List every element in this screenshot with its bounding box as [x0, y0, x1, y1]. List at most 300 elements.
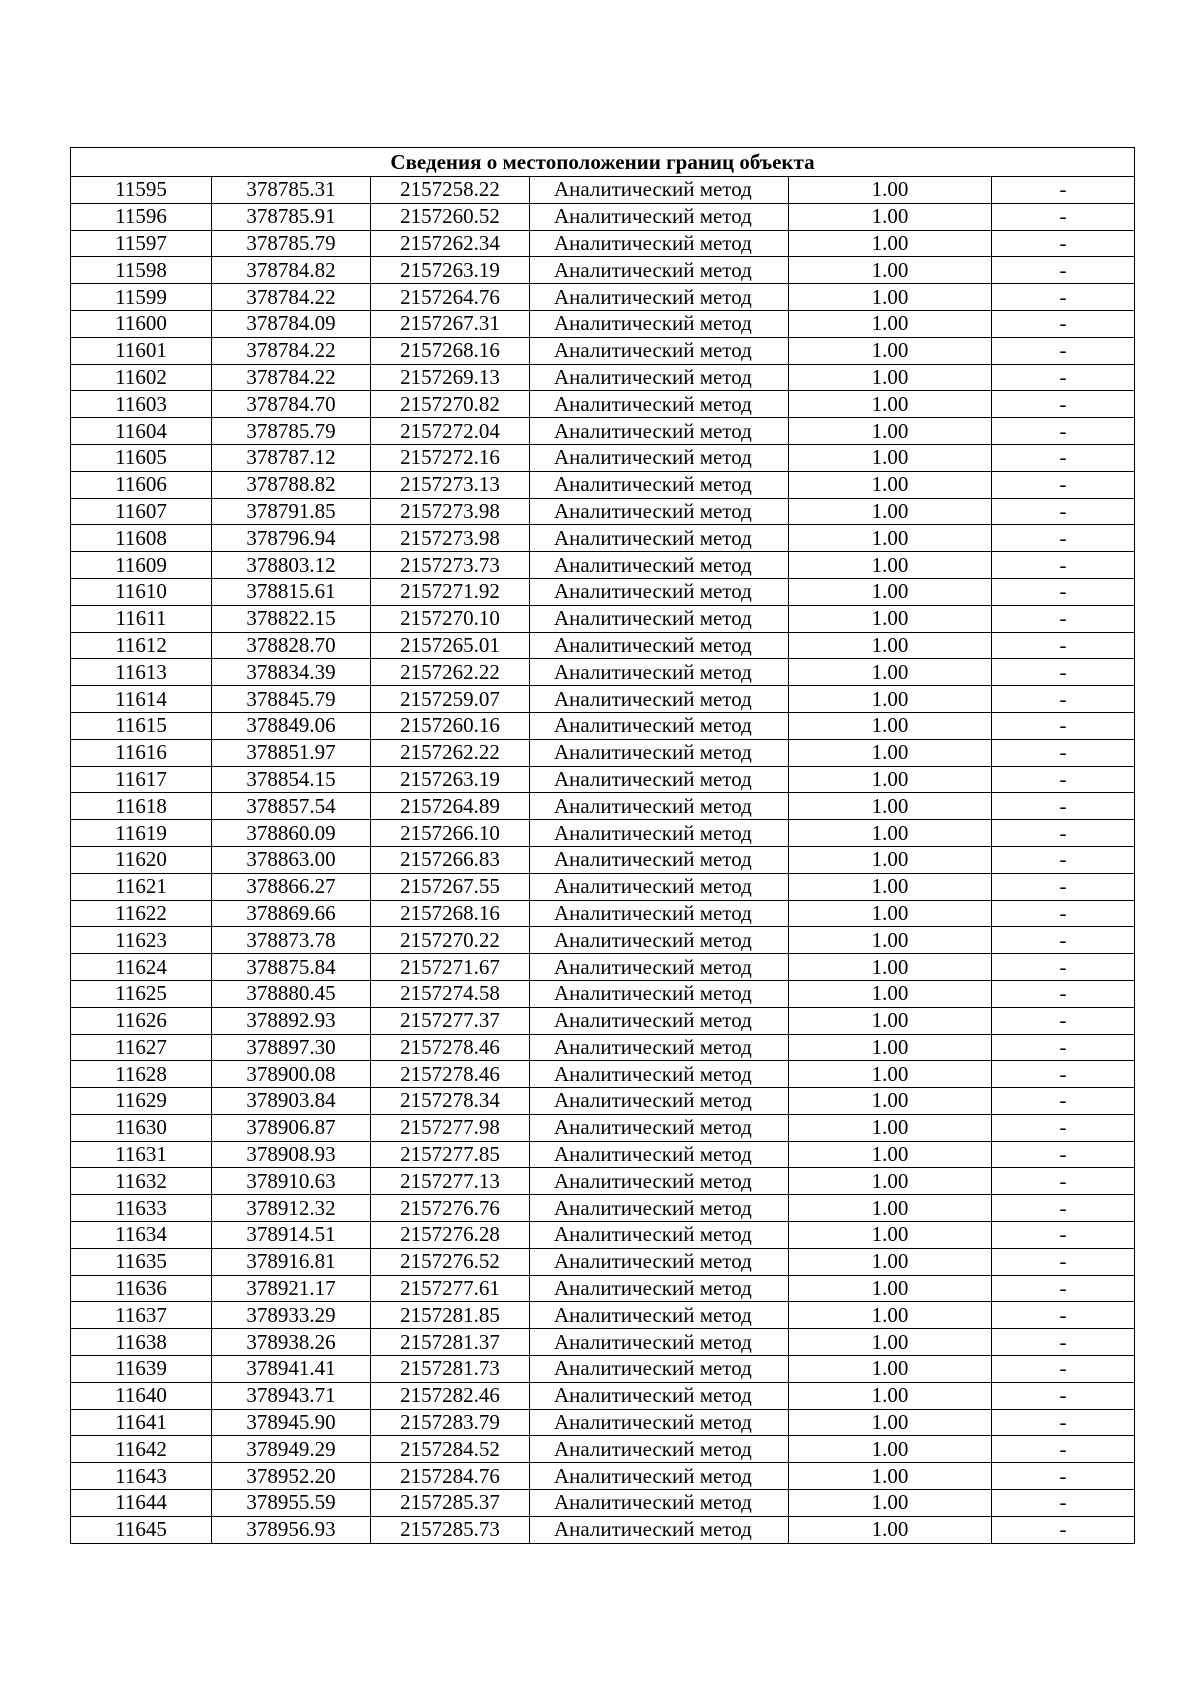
- point-number-cell: 11640: [71, 1382, 212, 1409]
- table-row: [71, 203, 1135, 230]
- description-cell: -: [992, 739, 1135, 766]
- table-row: [71, 927, 1135, 954]
- method-cell: Аналитический метод: [530, 1168, 789, 1195]
- accuracy-cell: 1.00: [789, 1490, 992, 1517]
- description-cell: -: [992, 900, 1135, 927]
- x-coordinate-cell: 378906.87: [212, 1114, 371, 1141]
- description-cell: -: [992, 177, 1135, 204]
- x-coordinate-cell: 378869.66: [212, 900, 371, 927]
- y-coordinate-cell: 2157262.34: [371, 230, 530, 257]
- y-coordinate-cell: 2157263.19: [371, 257, 530, 284]
- y-coordinate-cell: 2157271.92: [371, 578, 530, 605]
- method-cell: Аналитический метод: [530, 632, 789, 659]
- table-row: [71, 1141, 1135, 1168]
- x-coordinate-cell: 378828.70: [212, 632, 371, 659]
- description-cell: -: [992, 552, 1135, 579]
- accuracy-cell: 1.00: [789, 1168, 992, 1195]
- description-cell: -: [992, 1088, 1135, 1115]
- y-coordinate-cell: 2157259.07: [371, 686, 530, 713]
- method-cell: Аналитический метод: [530, 1275, 789, 1302]
- method-cell: Аналитический метод: [530, 927, 789, 954]
- description-cell: -: [992, 1248, 1135, 1275]
- description-cell: -: [992, 980, 1135, 1007]
- accuracy-cell: 1.00: [789, 1409, 992, 1436]
- y-coordinate-cell: 2157268.16: [371, 337, 530, 364]
- y-coordinate-cell: 2157264.89: [371, 793, 530, 820]
- accuracy-cell: 1.00: [789, 1302, 992, 1329]
- y-coordinate-cell: 2157269.13: [371, 364, 530, 391]
- table-row: [71, 1061, 1135, 1088]
- accuracy-cell: 1.00: [789, 1007, 992, 1034]
- method-cell: Аналитический метод: [530, 525, 789, 552]
- table-row: [71, 364, 1135, 391]
- y-coordinate-cell: 2157270.22: [371, 927, 530, 954]
- table-row: [71, 1329, 1135, 1356]
- accuracy-cell: 1.00: [789, 900, 992, 927]
- x-coordinate-cell: 378788.82: [212, 471, 371, 498]
- point-number-cell: 11641: [71, 1409, 212, 1436]
- x-coordinate-cell: 378784.82: [212, 257, 371, 284]
- method-cell: Аналитический метод: [530, 498, 789, 525]
- accuracy-cell: 1.00: [789, 659, 992, 686]
- method-cell: Аналитический метод: [530, 873, 789, 900]
- table-row: [71, 1248, 1135, 1275]
- x-coordinate-cell: 378908.93: [212, 1141, 371, 1168]
- x-coordinate-cell: 378956.93: [212, 1516, 371, 1543]
- table-row: [71, 1114, 1135, 1141]
- method-cell: Аналитический метод: [530, 1409, 789, 1436]
- method-cell: Аналитический метод: [530, 1141, 789, 1168]
- accuracy-cell: 1.00: [789, 632, 992, 659]
- point-number-cell: 11626: [71, 1007, 212, 1034]
- point-number-cell: 11608: [71, 525, 212, 552]
- table-row: [71, 337, 1135, 364]
- description-cell: -: [992, 1302, 1135, 1329]
- method-cell: Аналитический метод: [530, 1114, 789, 1141]
- y-coordinate-cell: 2157281.85: [371, 1302, 530, 1329]
- point-number-cell: 11618: [71, 793, 212, 820]
- accuracy-cell: 1.00: [789, 954, 992, 981]
- point-number-cell: 11624: [71, 954, 212, 981]
- point-number-cell: 11609: [71, 552, 212, 579]
- accuracy-cell: 1.00: [789, 498, 992, 525]
- method-cell: Аналитический метод: [530, 1195, 789, 1222]
- y-coordinate-cell: 2157272.16: [371, 444, 530, 471]
- accuracy-cell: 1.00: [789, 418, 992, 445]
- table-row: [71, 1356, 1135, 1383]
- accuracy-cell: 1.00: [789, 177, 992, 204]
- table-row: [71, 1034, 1135, 1061]
- accuracy-cell: 1.00: [789, 1114, 992, 1141]
- table-row: [71, 257, 1135, 284]
- x-coordinate-cell: 378866.27: [212, 873, 371, 900]
- y-coordinate-cell: 2157266.83: [371, 846, 530, 873]
- method-cell: Аналитический метод: [530, 766, 789, 793]
- y-coordinate-cell: 2157270.82: [371, 391, 530, 418]
- method-cell: Аналитический метод: [530, 1007, 789, 1034]
- table-row: [71, 310, 1135, 337]
- description-cell: -: [992, 954, 1135, 981]
- method-cell: Аналитический метод: [530, 337, 789, 364]
- description-cell: -: [992, 1168, 1135, 1195]
- description-cell: -: [992, 203, 1135, 230]
- point-number-cell: 11619: [71, 820, 212, 847]
- y-coordinate-cell: 2157278.46: [371, 1034, 530, 1061]
- method-cell: Аналитический метод: [530, 659, 789, 686]
- method-cell: Аналитический метод: [530, 900, 789, 927]
- x-coordinate-cell: 378949.29: [212, 1436, 371, 1463]
- accuracy-cell: 1.00: [789, 846, 992, 873]
- y-coordinate-cell: 2157268.16: [371, 900, 530, 927]
- method-cell: Аналитический метод: [530, 954, 789, 981]
- method-cell: Аналитический метод: [530, 391, 789, 418]
- x-coordinate-cell: 378784.70: [212, 391, 371, 418]
- x-coordinate-cell: 378787.12: [212, 444, 371, 471]
- description-cell: -: [992, 1409, 1135, 1436]
- description-cell: -: [992, 793, 1135, 820]
- method-cell: Аналитический метод: [530, 1463, 789, 1490]
- accuracy-cell: 1.00: [789, 1516, 992, 1543]
- x-coordinate-cell: 378916.81: [212, 1248, 371, 1275]
- y-coordinate-cell: 2157276.76: [371, 1195, 530, 1222]
- table-row: [71, 284, 1135, 311]
- table-row: [71, 418, 1135, 445]
- y-coordinate-cell: 2157273.73: [371, 552, 530, 579]
- point-number-cell: 11637: [71, 1302, 212, 1329]
- table-row: [71, 1516, 1135, 1543]
- method-cell: Аналитический метод: [530, 1329, 789, 1356]
- point-number-cell: 11639: [71, 1356, 212, 1383]
- table-row: [71, 793, 1135, 820]
- description-cell: -: [992, 1516, 1135, 1543]
- description-cell: -: [992, 1061, 1135, 1088]
- description-cell: -: [992, 1195, 1135, 1222]
- point-number-cell: 11606: [71, 471, 212, 498]
- description-cell: -: [992, 257, 1135, 284]
- y-coordinate-cell: 2157273.98: [371, 498, 530, 525]
- x-coordinate-cell: 378784.22: [212, 337, 371, 364]
- y-coordinate-cell: 2157262.22: [371, 739, 530, 766]
- table-row: [71, 873, 1135, 900]
- accuracy-cell: 1.00: [789, 739, 992, 766]
- x-coordinate-cell: 378834.39: [212, 659, 371, 686]
- table-row: [71, 1168, 1135, 1195]
- x-coordinate-cell: 378784.09: [212, 310, 371, 337]
- accuracy-cell: 1.00: [789, 1356, 992, 1383]
- y-coordinate-cell: 2157282.46: [371, 1382, 530, 1409]
- point-number-cell: 11600: [71, 310, 212, 337]
- table-row: [71, 525, 1135, 552]
- method-cell: Аналитический метод: [530, 257, 789, 284]
- description-cell: -: [992, 1275, 1135, 1302]
- accuracy-cell: 1.00: [789, 578, 992, 605]
- point-number-cell: 11611: [71, 605, 212, 632]
- method-cell: Аналитический метод: [530, 418, 789, 445]
- x-coordinate-cell: 378903.84: [212, 1088, 371, 1115]
- y-coordinate-cell: 2157285.73: [371, 1516, 530, 1543]
- description-cell: -: [992, 498, 1135, 525]
- method-cell: Аналитический метод: [530, 203, 789, 230]
- table-row: [71, 659, 1135, 686]
- y-coordinate-cell: 2157277.37: [371, 1007, 530, 1034]
- table-body: [71, 177, 1135, 1544]
- x-coordinate-cell: 378863.00: [212, 846, 371, 873]
- y-coordinate-cell: 2157270.10: [371, 605, 530, 632]
- method-cell: Аналитический метод: [530, 471, 789, 498]
- point-number-cell: 11615: [71, 712, 212, 739]
- point-number-cell: 11614: [71, 686, 212, 713]
- y-coordinate-cell: 2157267.55: [371, 873, 530, 900]
- accuracy-cell: 1.00: [789, 284, 992, 311]
- y-coordinate-cell: 2157266.10: [371, 820, 530, 847]
- method-cell: Аналитический метод: [530, 1034, 789, 1061]
- method-cell: Аналитический метод: [530, 1436, 789, 1463]
- y-coordinate-cell: 2157274.58: [371, 980, 530, 1007]
- accuracy-cell: 1.00: [789, 980, 992, 1007]
- table-row: [71, 820, 1135, 847]
- accuracy-cell: 1.00: [789, 391, 992, 418]
- x-coordinate-cell: 378785.31: [212, 177, 371, 204]
- table-row: [71, 954, 1135, 981]
- point-number-cell: 11645: [71, 1516, 212, 1543]
- y-coordinate-cell: 2157264.76: [371, 284, 530, 311]
- method-cell: Аналитический метод: [530, 1490, 789, 1517]
- y-coordinate-cell: 2157277.61: [371, 1275, 530, 1302]
- description-cell: -: [992, 1356, 1135, 1383]
- x-coordinate-cell: 378822.15: [212, 605, 371, 632]
- method-cell: Аналитический метод: [530, 686, 789, 713]
- description-cell: -: [992, 820, 1135, 847]
- point-number-cell: 11629: [71, 1088, 212, 1115]
- x-coordinate-cell: 378873.78: [212, 927, 371, 954]
- point-number-cell: 11642: [71, 1436, 212, 1463]
- accuracy-cell: 1.00: [789, 337, 992, 364]
- table-title-row: [71, 148, 1135, 177]
- description-cell: -: [992, 1007, 1135, 1034]
- accuracy-cell: 1.00: [789, 203, 992, 230]
- method-cell: Аналитический метод: [530, 846, 789, 873]
- point-number-cell: 11622: [71, 900, 212, 927]
- method-cell: Аналитический метод: [530, 578, 789, 605]
- method-cell: Аналитический метод: [530, 552, 789, 579]
- accuracy-cell: 1.00: [789, 1436, 992, 1463]
- boundary-table: [70, 147, 1135, 1544]
- point-number-cell: 11598: [71, 257, 212, 284]
- method-cell: Аналитический метод: [530, 605, 789, 632]
- table-row: [71, 846, 1135, 873]
- description-cell: -: [992, 1382, 1135, 1409]
- y-coordinate-cell: 2157284.76: [371, 1463, 530, 1490]
- table-row: [71, 1275, 1135, 1302]
- point-number-cell: 11604: [71, 418, 212, 445]
- table-row: [71, 471, 1135, 498]
- x-coordinate-cell: 378845.79: [212, 686, 371, 713]
- table-row: [71, 230, 1135, 257]
- method-cell: Аналитический метод: [530, 1222, 789, 1249]
- accuracy-cell: 1.00: [789, 686, 992, 713]
- description-cell: -: [992, 1463, 1135, 1490]
- table-row: [71, 1490, 1135, 1517]
- point-number-cell: 11621: [71, 873, 212, 900]
- description-cell: -: [992, 418, 1135, 445]
- accuracy-cell: 1.00: [789, 310, 992, 337]
- x-coordinate-cell: 378815.61: [212, 578, 371, 605]
- description-cell: -: [992, 873, 1135, 900]
- accuracy-cell: 1.00: [789, 873, 992, 900]
- x-coordinate-cell: 378851.97: [212, 739, 371, 766]
- method-cell: Аналитический метод: [530, 310, 789, 337]
- method-cell: Аналитический метод: [530, 739, 789, 766]
- accuracy-cell: 1.00: [789, 766, 992, 793]
- accuracy-cell: 1.00: [789, 793, 992, 820]
- description-cell: -: [992, 525, 1135, 552]
- accuracy-cell: 1.00: [789, 525, 992, 552]
- x-coordinate-cell: 378784.22: [212, 284, 371, 311]
- accuracy-cell: 1.00: [789, 1275, 992, 1302]
- description-cell: -: [992, 310, 1135, 337]
- point-number-cell: 11630: [71, 1114, 212, 1141]
- point-number-cell: 11633: [71, 1195, 212, 1222]
- accuracy-cell: 1.00: [789, 1195, 992, 1222]
- point-number-cell: 11623: [71, 927, 212, 954]
- accuracy-cell: 1.00: [789, 230, 992, 257]
- table-row: [71, 1302, 1135, 1329]
- x-coordinate-cell: 378803.12: [212, 552, 371, 579]
- y-coordinate-cell: 2157278.34: [371, 1088, 530, 1115]
- y-coordinate-cell: 2157271.67: [371, 954, 530, 981]
- x-coordinate-cell: 378875.84: [212, 954, 371, 981]
- y-coordinate-cell: 2157285.37: [371, 1490, 530, 1517]
- point-number-cell: 11631: [71, 1141, 212, 1168]
- description-cell: -: [992, 391, 1135, 418]
- x-coordinate-cell: 378857.54: [212, 793, 371, 820]
- point-number-cell: 11620: [71, 846, 212, 873]
- y-coordinate-cell: 2157277.98: [371, 1114, 530, 1141]
- y-coordinate-cell: 2157277.85: [371, 1141, 530, 1168]
- description-cell: -: [992, 1114, 1135, 1141]
- table-row: [71, 578, 1135, 605]
- point-number-cell: 11628: [71, 1061, 212, 1088]
- table-row: [71, 712, 1135, 739]
- accuracy-cell: 1.00: [789, 1248, 992, 1275]
- y-coordinate-cell: 2157260.16: [371, 712, 530, 739]
- x-coordinate-cell: 378785.79: [212, 418, 371, 445]
- table-row: [71, 739, 1135, 766]
- x-coordinate-cell: 378785.79: [212, 230, 371, 257]
- x-coordinate-cell: 378897.30: [212, 1034, 371, 1061]
- accuracy-cell: 1.00: [789, 1463, 992, 1490]
- table-row: [71, 766, 1135, 793]
- accuracy-cell: 1.00: [789, 1329, 992, 1356]
- point-number-cell: 11605: [71, 444, 212, 471]
- description-cell: -: [992, 686, 1135, 713]
- table-row: [71, 980, 1135, 1007]
- description-cell: -: [992, 927, 1135, 954]
- method-cell: Аналитический метод: [530, 1516, 789, 1543]
- description-cell: -: [992, 846, 1135, 873]
- y-coordinate-cell: 2157277.13: [371, 1168, 530, 1195]
- method-cell: Аналитический метод: [530, 284, 789, 311]
- x-coordinate-cell: 378912.32: [212, 1195, 371, 1222]
- x-coordinate-cell: 378784.22: [212, 364, 371, 391]
- accuracy-cell: 1.00: [789, 444, 992, 471]
- method-cell: Аналитический метод: [530, 1061, 789, 1088]
- accuracy-cell: 1.00: [789, 471, 992, 498]
- accuracy-cell: 1.00: [789, 1088, 992, 1115]
- x-coordinate-cell: 378892.93: [212, 1007, 371, 1034]
- y-coordinate-cell: 2157267.31: [371, 310, 530, 337]
- point-number-cell: 11596: [71, 203, 212, 230]
- y-coordinate-cell: 2157284.52: [371, 1436, 530, 1463]
- point-number-cell: 11613: [71, 659, 212, 686]
- method-cell: Аналитический метод: [530, 1302, 789, 1329]
- method-cell: Аналитический метод: [530, 364, 789, 391]
- point-number-cell: 11599: [71, 284, 212, 311]
- point-number-cell: 11636: [71, 1275, 212, 1302]
- accuracy-cell: 1.00: [789, 1382, 992, 1409]
- accuracy-cell: 1.00: [789, 927, 992, 954]
- x-coordinate-cell: 378796.94: [212, 525, 371, 552]
- description-cell: -: [992, 364, 1135, 391]
- x-coordinate-cell: 378860.09: [212, 820, 371, 847]
- accuracy-cell: 1.00: [789, 1061, 992, 1088]
- method-cell: Аналитический метод: [530, 980, 789, 1007]
- method-cell: Аналитический метод: [530, 793, 789, 820]
- description-cell: -: [992, 578, 1135, 605]
- method-cell: Аналитический метод: [530, 1088, 789, 1115]
- description-cell: -: [992, 284, 1135, 311]
- table-row: [71, 498, 1135, 525]
- table-row: [71, 900, 1135, 927]
- x-coordinate-cell: 378785.91: [212, 203, 371, 230]
- point-number-cell: 11644: [71, 1490, 212, 1517]
- point-number-cell: 11601: [71, 337, 212, 364]
- x-coordinate-cell: 378914.51: [212, 1222, 371, 1249]
- table-row: [71, 1463, 1135, 1490]
- description-cell: -: [992, 1436, 1135, 1463]
- method-cell: Аналитический метод: [530, 1356, 789, 1383]
- accuracy-cell: 1.00: [789, 820, 992, 847]
- point-number-cell: 11635: [71, 1248, 212, 1275]
- table-row: [71, 632, 1135, 659]
- point-number-cell: 11638: [71, 1329, 212, 1356]
- y-coordinate-cell: 2157265.01: [371, 632, 530, 659]
- y-coordinate-cell: 2157263.19: [371, 766, 530, 793]
- description-cell: -: [992, 444, 1135, 471]
- y-coordinate-cell: 2157281.73: [371, 1356, 530, 1383]
- y-coordinate-cell: 2157276.28: [371, 1222, 530, 1249]
- table-row: [71, 686, 1135, 713]
- point-number-cell: 11612: [71, 632, 212, 659]
- description-cell: -: [992, 605, 1135, 632]
- description-cell: -: [992, 230, 1135, 257]
- point-number-cell: 11603: [71, 391, 212, 418]
- table-row: [71, 1088, 1135, 1115]
- point-number-cell: 11627: [71, 1034, 212, 1061]
- point-number-cell: 11634: [71, 1222, 212, 1249]
- table-title: Сведения о местоположении границ объекта: [71, 148, 1135, 177]
- table-row: [71, 605, 1135, 632]
- x-coordinate-cell: 378952.20: [212, 1463, 371, 1490]
- y-coordinate-cell: 2157276.52: [371, 1248, 530, 1275]
- point-number-cell: 11595: [71, 177, 212, 204]
- y-coordinate-cell: 2157283.79: [371, 1409, 530, 1436]
- x-coordinate-cell: 378933.29: [212, 1302, 371, 1329]
- accuracy-cell: 1.00: [789, 1141, 992, 1168]
- x-coordinate-cell: 378910.63: [212, 1168, 371, 1195]
- x-coordinate-cell: 378921.17: [212, 1275, 371, 1302]
- table-row: [71, 1007, 1135, 1034]
